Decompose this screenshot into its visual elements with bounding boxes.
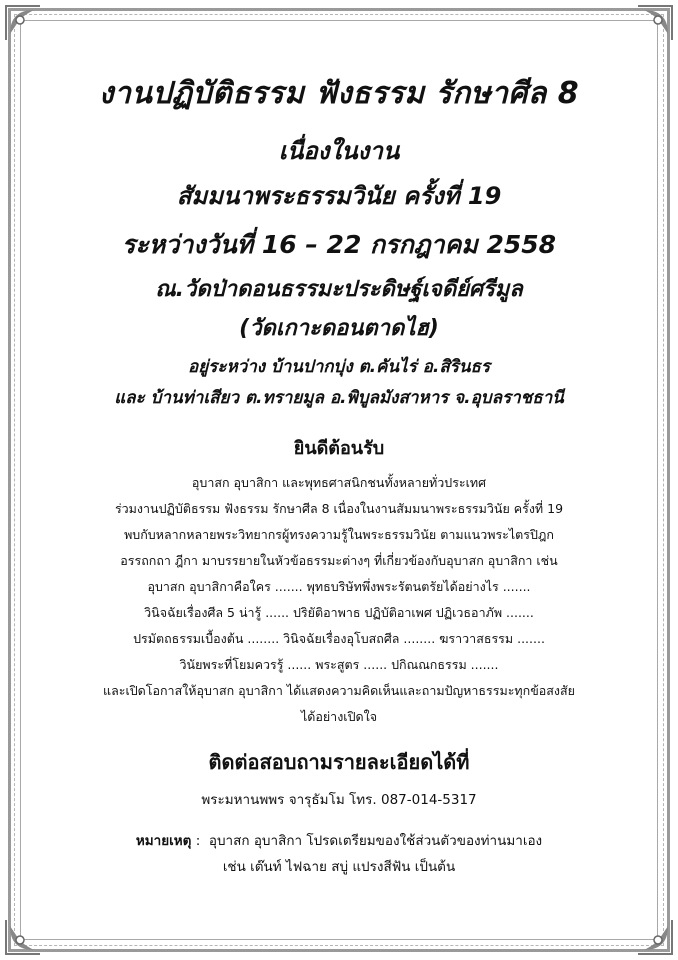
welcome-heading: ยินดีต้อนรับ	[293, 438, 385, 459]
body-line: วินิจฉัยเรื่องศีล 5 น่ารู้ ...... ปริยัติอาพาธ ปฏิบัติอาเพศ ปฏิเวธอาภัพ .......	[144, 605, 534, 620]
corner-ornament-icon	[636, 4, 674, 42]
poster-subtitle-event: สัมมนาพระธรรมวินัย ครั้งที่ 19	[176, 182, 502, 210]
corner-ornament-icon	[4, 4, 42, 42]
location-line-1: อยู่ระหว่าง บ้านปากบุ่ง ต.คันไร่ อ.สิรินธร	[188, 357, 490, 377]
poster-title: งานปฏิบัติธรรม ฟังธรรม รักษาศีล 8	[98, 76, 580, 111]
body-line: วินัยพระที่โยมควรรู้ ...... พระสูตร ...... ปกิณณกธรรม .......	[179, 657, 499, 672]
poster-subtitle-occasion: เนื่องในงาน	[278, 137, 400, 165]
body-line: อุบาสก อุบาสิกา และพุทธศาสนิกชนทั้งหลายทั่วประเทศ	[191, 475, 487, 490]
location-line-2: และ บ้านท่าเสียว ต.ทรายมูล อ.พิบูลมังสาหาร จ.อุบลราชธานี	[114, 388, 564, 408]
body-line: อรรถกถา ฎีกา มาบรรยายในหัวข้อธรรมะต่างๆ ที่เกี่ยวข้องกับอุบาสก อุบาสิกา เช่น	[120, 553, 558, 568]
note-label: หมายเหตุ	[135, 833, 192, 849]
body-line: และเปิดโอกาสให้อุบาสก อุบาสิกา ได้แสดงความคิดเห็นและถามปัญหาธรรมะทุกข้อสงสัย	[103, 683, 575, 698]
venue-name: ณ.วัดป่าดอนธรรมะประดิษฐ์เจดีย์ศรีมูล	[155, 277, 523, 302]
note-line-1: หมายเหตุ : อุบาสก อุบาสิกา โปรดเตรียมของใช้ส่วนตัวของท่านมาเอง	[135, 833, 543, 849]
body-line: ได้อย่างเปิดใจ	[300, 709, 378, 724]
corner-ornament-icon	[636, 918, 674, 956]
event-date: ระหว่างวันที่ 16 – 22 กรกฎาคม 2558	[121, 230, 557, 259]
body-line: อุบาสก อุบาสิกาคือใคร ....... พุทธบริษัทพึ่งพระรัตนตรัยได้อย่างไร .......	[147, 579, 531, 594]
body-line: ปรมัตถธรรมเบื้องต้น ........ วินิจฉัยเรื่องอุโบสถศีล ........ ฆราวาสธรรม .......	[133, 631, 545, 646]
contact-info: พระมหานพพร จารุธัมโม โทร. 087-014-5317	[201, 792, 477, 808]
note-line-2: เช่น เต๊นท์ ไฟฉาย สบู่ แปรงสีฟัน เป็นต้น	[222, 859, 456, 875]
venue-alias: (วัดเกาะดอนตาดไฮ)	[239, 316, 439, 341]
corner-ornament-icon	[4, 918, 42, 956]
body-line: ร่วมงานปฏิบัติธรรม ฟังธรรม รักษาศีล 8 เนื่องในงานสัมมนาพระธรรมวินัย ครั้งที่ 19	[114, 501, 564, 516]
body-line: พบกับหลากหลายพระวิทยากรผู้ทรงความรู้ในพระธรรมวินัย ตามแนวพระไตรปิฎก	[124, 527, 554, 542]
contact-heading: ติดต่อสอบถามรายละเอียดได้ที่	[208, 750, 470, 774]
poster-content	[30, 70, 648, 880]
note-text: อุบาสก อุบาสิกา โปรดเตรียมของใช้ส่วนตัวของท่านมาเอง	[208, 833, 543, 849]
